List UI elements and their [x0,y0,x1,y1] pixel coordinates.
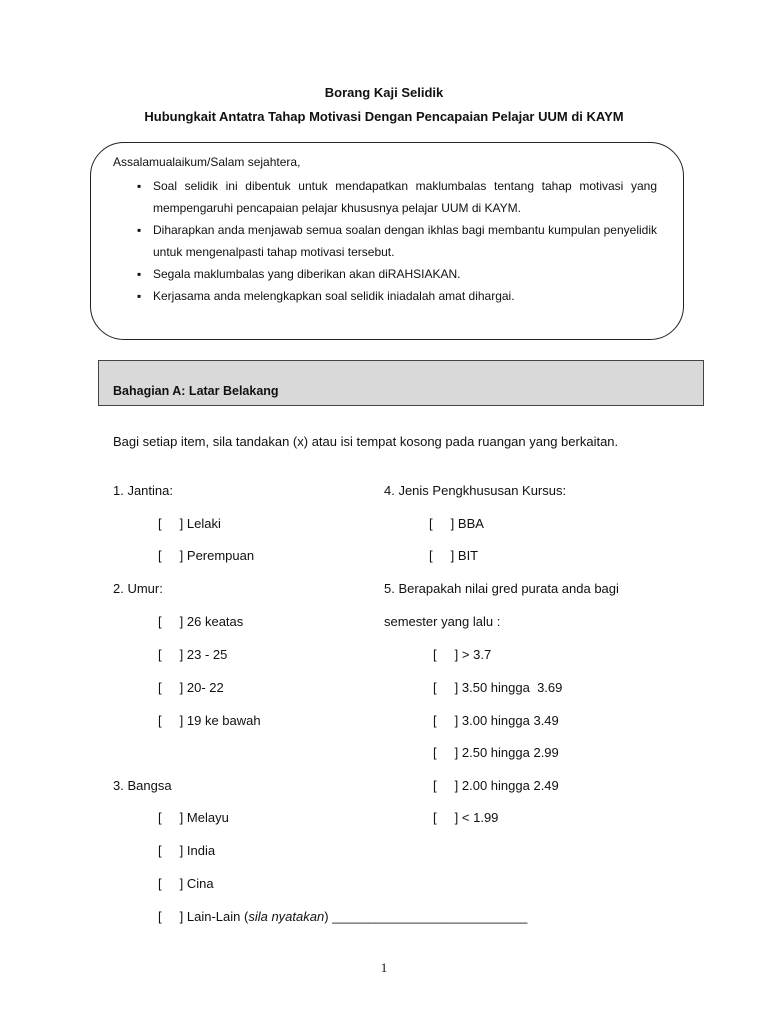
option-gpa-2-00-2-49[interactable]: [ ] 2.00 hingga 2.49 [433,778,559,793]
question-3-label: 3. Bangsa [113,778,172,793]
option-gpa-below-1-99[interactable]: [ ] < 1.99 [433,810,499,825]
question-1-label: 1. Jantina: [113,483,173,498]
option-lain-lain-prefix: [ ] Lain-Lain ( [158,909,249,924]
bullet-icon: ▪ [137,267,142,281]
page-number: 1 [380,960,388,975]
section-header-box [98,360,704,406]
option-lain-lain-blank[interactable]: ) ___________________________ [324,909,528,924]
intro-bullet [137,285,657,307]
bullet-icon: ▪ [137,179,142,193]
question-5-label-cont: semester yang lalu : [384,614,501,629]
option-gpa-2-50-2-99[interactable]: [ ] 2.50 hingga 2.99 [433,745,559,760]
option-bba[interactable]: [ ] BBA [429,516,484,531]
option-gpa-3-50-3-69[interactable]: [ ] 3.50 hingga 3.69 [433,680,563,695]
option-20-22[interactable]: [ ] 20- 22 [158,680,224,695]
form-subtitle: Hubungkait Antatra Tahap Motivasi Dengan Pencapaian Pelajar UUM di KAYM [144,109,624,124]
option-melayu[interactable]: [ ] Melayu [158,810,229,825]
option-lain-lain-hint: sila nyatakan [248,909,325,924]
question-4-label: 4. Jenis Pengkhususan Kursus: [384,483,567,498]
option-23-25[interactable]: [ ] 23 - 25 [158,647,228,662]
instruction-text: Bagi setiap item, sila tandakan (x) atau isi tempat kosong pada ruangan yang berkaitan. [113,434,619,449]
intro-bullet-text: Soal selidik ini dibentuk untuk mendapatkan maklumbalas tentang tahap motivasi yang mempengaruhi pencapaian pelajar khususnya pelajar UUM di KAYM. [153,179,657,215]
option-cina[interactable]: [ ] Cina [158,876,214,891]
bullet-icon: ▪ [137,223,142,237]
intro-bullet [137,263,657,285]
option-bit[interactable]: [ ] BIT [429,548,479,563]
intro-greeting: Assalamualaikum/Salam sejahtera, [113,155,301,169]
intro-bullet-text: Diharapkan anda menjawab semua soalan dengan ikhlas bagi membantu kumpulan penyelidik untuk mengenalpasti tahap motivasi tersebut. [153,223,657,259]
option-gpa-3-00-3-49[interactable]: [ ] 3.00 hingga 3.49 [433,713,559,728]
intro-bullet [137,219,657,263]
intro-bullet [137,175,657,219]
intro-bullet-text: Kerjasama anda melengkapkan soal selidik iniadalah amat dihargai. [153,289,515,303]
section-title: Bahagian A: Latar Belakang [113,384,279,398]
option-gpa-above-3-7[interactable]: [ ] > 3.7 [433,647,492,662]
intro-bullet-text: Segala maklumbalas yang diberikan akan diRAHSIAKAN. [153,267,461,281]
option-19-ke-bawah[interactable]: [ ] 19 ke bawah [158,713,261,728]
option-lain-lain[interactable] [158,909,527,924]
form-title: Borang Kaji Selidik [324,85,444,100]
option-perempuan[interactable]: [ ] Perempuan [158,548,255,563]
option-lelaki[interactable]: [ ] Lelaki [158,516,221,531]
question-5-label: 5. Berapakah nilai gred purata anda bagi [384,581,619,596]
question-2-label: 2. Umur: [113,581,163,596]
option-26-keatas[interactable]: [ ] 26 keatas [158,614,244,629]
bullet-icon: ▪ [137,289,142,303]
option-india[interactable]: [ ] India [158,843,216,858]
